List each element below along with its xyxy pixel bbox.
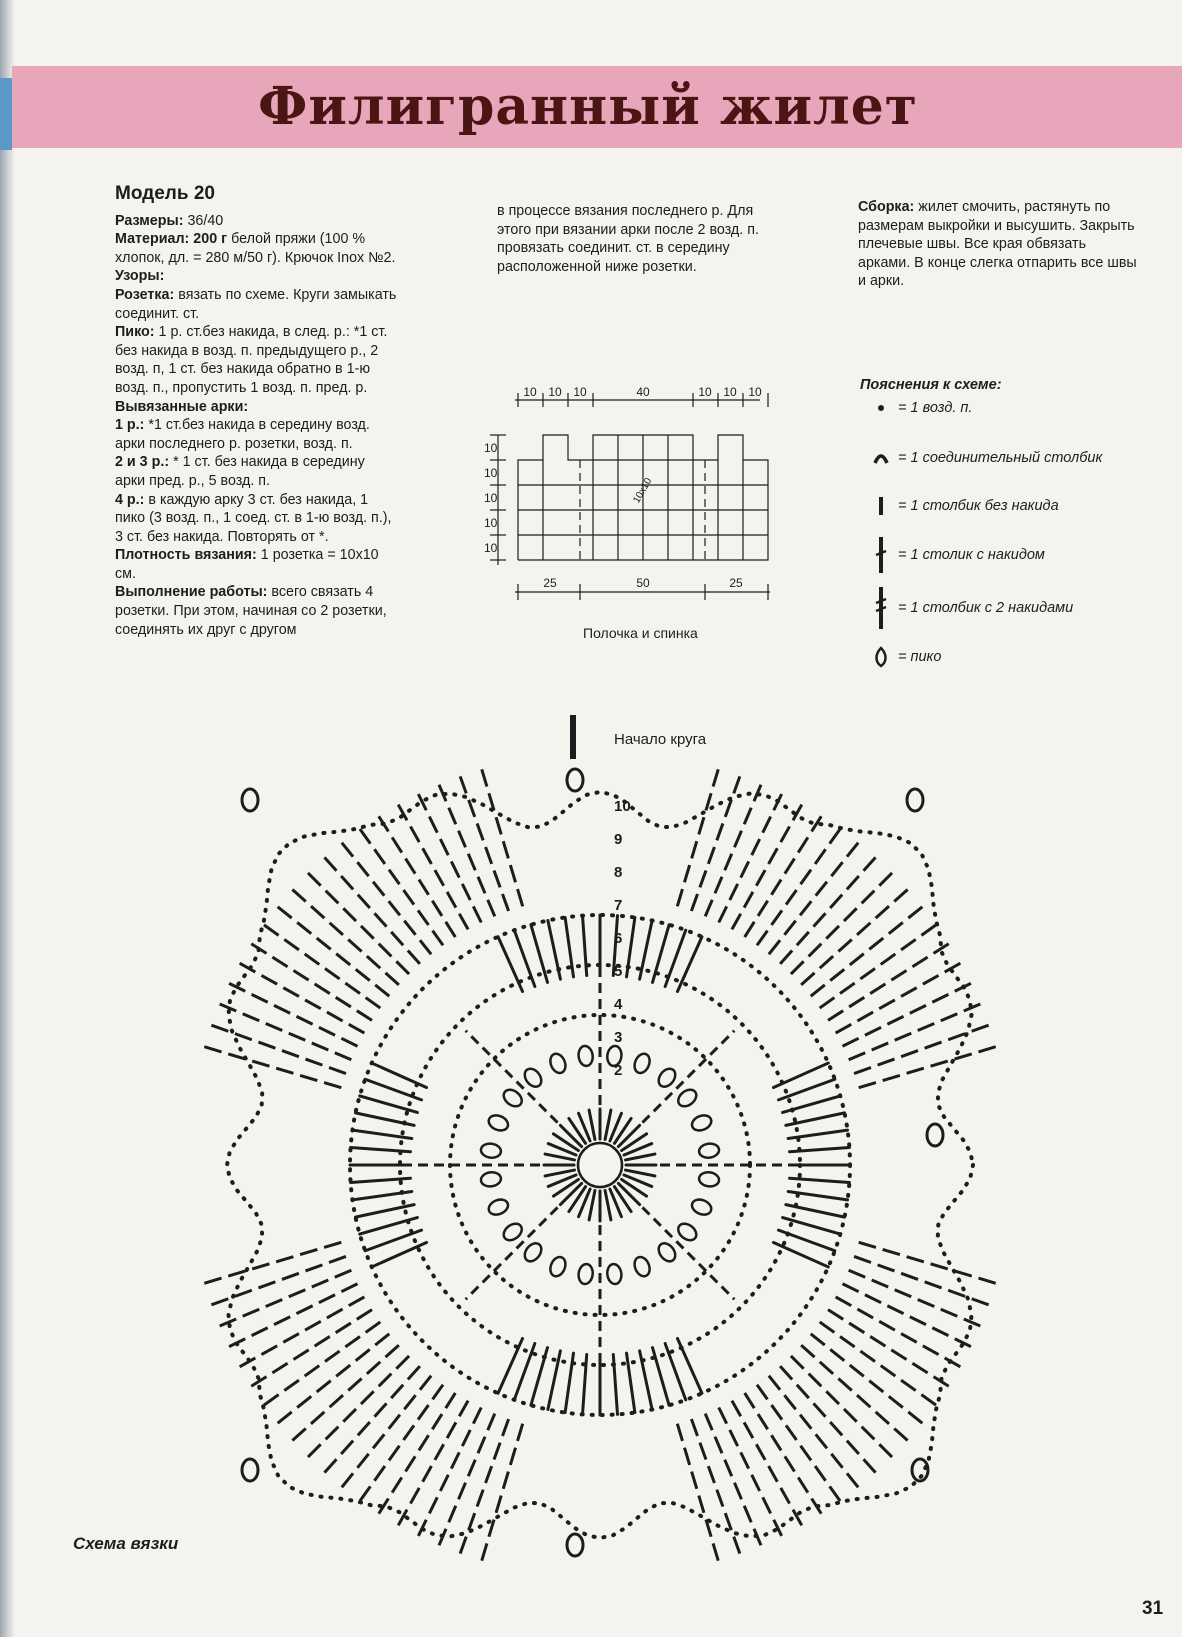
plan-top-dim: 40 — [636, 385, 650, 399]
legend-item — [870, 585, 1073, 631]
row23-text: * 1 ст. без накида в середину арки пред. р., 5 возд. п. — [115, 454, 365, 489]
plan-side-dim: 10 — [484, 491, 498, 505]
chain-dot-icon — [870, 403, 892, 413]
fan-stitch-mark — [480, 1424, 523, 1568]
stitch-mark — [589, 1110, 595, 1139]
picot-mark — [577, 1263, 593, 1285]
fan-stitch-mark — [320, 852, 420, 964]
legend-text: = пико — [898, 649, 942, 665]
picot-mark — [480, 1171, 502, 1187]
plan-side-dim: 10 — [484, 466, 498, 480]
picot-mark — [242, 1459, 258, 1481]
picot-mark — [655, 1066, 678, 1090]
fan-stitch-mark — [303, 1356, 409, 1462]
stitch-mark — [531, 1348, 548, 1406]
fan-stitch-mark — [757, 1385, 844, 1507]
fan-stitch-mark — [769, 837, 863, 954]
legend-item — [870, 646, 941, 668]
assembly-text: жилет смочить, растянуть по размерам выкройки и высушить. Закрыть плечевые швы. Все края обвязать арками. В конце слегка отпарить все швы и арки. — [858, 199, 1137, 290]
fan-stitch-mark — [337, 837, 431, 954]
assembly-label: Сборка: — [858, 199, 915, 215]
stitch-mark — [613, 1355, 617, 1415]
sizes-value: 36/40 — [187, 212, 224, 229]
fan-stitch-mark — [287, 1345, 399, 1445]
row4-label: 4 р.: — [115, 491, 145, 508]
start-of-round-label: Начало круга — [614, 731, 707, 748]
picot-mark — [521, 1066, 544, 1090]
instructions-column-middle — [497, 202, 777, 276]
picot-mark — [567, 1534, 583, 1556]
picot-mark — [242, 789, 258, 811]
picot-mark — [690, 1113, 714, 1134]
round-number-label: 8 — [614, 864, 623, 881]
sizes-label: Размеры: — [115, 212, 184, 229]
fan-stitch-mark — [245, 1310, 372, 1390]
picot-mark — [698, 1142, 720, 1158]
fan-stitch-mark — [198, 1045, 342, 1088]
stitch-mark — [618, 1183, 639, 1204]
fan-stitch-mark — [791, 868, 897, 974]
work-line — [115, 583, 397, 639]
picot-mark — [577, 1045, 593, 1067]
fan-stitch-mark — [198, 1242, 342, 1285]
plan-top-dim: 10 — [723, 385, 737, 399]
density-line — [115, 546, 397, 583]
stitch-mark — [589, 1191, 595, 1220]
fan-stitch-mark — [677, 1424, 720, 1568]
stitch-mark — [627, 917, 635, 976]
legend-item — [870, 400, 972, 416]
page-spine — [0, 0, 14, 1637]
picot-mark — [690, 1197, 714, 1218]
material-line — [115, 230, 397, 267]
plan-top-dim: 10 — [748, 385, 762, 399]
stitch-mark — [790, 1178, 850, 1182]
fan-stitch-mark — [745, 810, 825, 937]
row23-line — [115, 453, 397, 490]
density-label: Плотность вязания: — [115, 547, 257, 564]
stitch-mark — [583, 916, 587, 976]
stitch-mark — [783, 1096, 841, 1113]
picot-mark — [675, 1220, 699, 1243]
round-number-label: 2 — [614, 1062, 623, 1079]
picot-mark — [675, 1086, 699, 1109]
round-number-label: 5 — [614, 963, 623, 980]
legend-item — [870, 450, 1102, 466]
stitch-mark — [618, 1125, 639, 1146]
outer-border — [227, 792, 973, 1538]
picot-mark — [567, 769, 583, 791]
picot-mark — [486, 1113, 510, 1134]
picot-mark — [521, 1240, 544, 1264]
rosette-text: вязать по схеме. Круги замыкать соединит. ст. — [115, 286, 397, 322]
picot-mark — [501, 1086, 525, 1109]
stitch-mark — [605, 1110, 611, 1139]
rosette-label: Розетка: — [115, 286, 175, 303]
fan-stitch-mark — [757, 823, 844, 945]
plan-top-dim: 10 — [548, 385, 562, 399]
picot-text: 1 р. ст.без накида, в след. р.: *1 ст. без накида в возд. п. предыдущего р., 2 возд. п, 1 ст. без накида обратно в 1-ю возд. п., пропустить 1 возд. п. пред. р. — [115, 324, 388, 396]
material-label: Материал: — [115, 231, 190, 248]
picot-mark — [907, 789, 923, 811]
crochet-diagram — [190, 715, 1020, 1595]
legend-text: = 1 столбик с 2 накидами — [898, 600, 1074, 616]
double-crochet-icon — [870, 535, 892, 575]
row4-line — [115, 491, 397, 547]
fan-stitch-mark — [320, 1366, 420, 1478]
instructions-column-right — [858, 198, 1138, 291]
picot-mark — [632, 1051, 653, 1075]
picot-line — [115, 323, 397, 397]
stitch-mark — [626, 1154, 655, 1160]
fan-stitch-mark — [375, 810, 455, 937]
fan-stitch-mark — [811, 1334, 928, 1428]
round-number-label: 6 — [614, 930, 623, 947]
row1-line — [115, 416, 397, 453]
picot-mark — [501, 1220, 525, 1243]
picot-mark — [655, 1240, 678, 1264]
density-text: 1 розетка = 10х10 см. — [115, 547, 379, 582]
stitch-mark — [560, 1125, 581, 1146]
slip-stitch-arc-icon — [870, 451, 892, 465]
picot-mark — [632, 1255, 653, 1279]
plan-top-dim: 10 — [523, 385, 537, 399]
round-number-label: 3 — [614, 1029, 623, 1046]
legend-text: = 1 столбик без накида — [898, 498, 1059, 514]
row1-label: 1 р.: — [115, 417, 145, 434]
fan-stitch-mark — [677, 763, 720, 907]
round-number-label: 9 — [614, 831, 623, 848]
legend-title: Пояснения к схеме: — [860, 377, 1002, 393]
picot-mark — [548, 1051, 569, 1075]
plan-side-dim: 10 — [484, 441, 498, 455]
fan-stitch-mark — [303, 868, 409, 974]
plan-bottom-dim: 25 — [729, 576, 743, 590]
picot-mark — [480, 1142, 502, 1158]
stitch-mark — [360, 1218, 418, 1235]
center-ring — [578, 1143, 622, 1187]
spine-blue-strip — [0, 78, 12, 150]
fan-stitch-mark — [828, 940, 955, 1020]
material-amount: 200 г — [193, 231, 228, 248]
fan-stitch-mark — [745, 1393, 825, 1520]
fan-stitch-mark — [245, 940, 372, 1020]
fan-stitch-mark — [258, 921, 380, 1008]
round-number-label: 4 — [614, 996, 623, 1013]
instructions-column-left — [115, 185, 397, 639]
stitch-mark — [545, 1170, 574, 1176]
patterns-heading: Узоры: — [115, 268, 165, 285]
fan-stitch-mark — [801, 885, 913, 985]
plan-cell-label: 10х10 — [631, 476, 655, 506]
legend-text: = 1 соединительный столбик — [898, 450, 1103, 466]
diagram-caption: Схема вязки — [73, 1534, 179, 1553]
picot-label: Пико: — [115, 324, 155, 341]
fan-stitch-mark — [356, 823, 443, 945]
legend-item — [870, 535, 1045, 575]
garment-plan — [480, 380, 790, 620]
fan-stitch-mark — [769, 1376, 863, 1493]
plan-top-dim: 10 — [573, 385, 587, 399]
legend-text: = 1 столик с накидом — [898, 547, 1045, 563]
fan-stitch-mark — [859, 1045, 1003, 1088]
picot-mark — [606, 1263, 622, 1285]
plan-side-dim: 10 — [484, 516, 498, 530]
fan-stitch-mark — [780, 1366, 880, 1478]
plan-bottom-dim: 25 — [543, 576, 557, 590]
single-crochet-bar-icon — [870, 495, 892, 517]
picot-mark — [698, 1171, 720, 1187]
stitch-mark — [626, 1170, 655, 1176]
page-title: Филигранный жилет — [258, 76, 919, 137]
stitch-mark — [545, 1154, 574, 1160]
work-text: всего связать 4 розетки. При этом, начиная со 2 розетки, соединять их друг с другом — [115, 584, 387, 638]
plan-top-dim: 10 — [698, 385, 712, 399]
picot-mark — [486, 1197, 510, 1218]
fan-stitch-mark — [859, 1242, 1003, 1285]
picot-mark — [548, 1255, 569, 1279]
row23-label: 2 и 3 р.: — [115, 454, 170, 471]
fan-stitch-mark — [258, 1322, 380, 1409]
fan-stitch-mark — [828, 1310, 955, 1390]
work-continuation: в процессе вязания последнего р. Для этого при вязании арки после 2 возд. п. провязать соединит. ст. в середину расположенной ниже розетки. — [497, 203, 759, 275]
legend-item — [870, 495, 1059, 517]
page-number: 31 — [1142, 1598, 1164, 1619]
arches-heading: Вывязанные арки: — [115, 398, 249, 415]
stitch-mark — [351, 1148, 411, 1152]
fan-stitch-mark — [791, 1356, 897, 1462]
fan-stitch-mark — [480, 763, 523, 907]
stitch-mark — [640, 1351, 653, 1410]
stitch-mark — [560, 1183, 581, 1204]
row1-text: *1 ст.без накида в середину возд. арки последнего р. розетки, возд. п. — [115, 417, 370, 452]
stitch-mark — [605, 1191, 611, 1220]
treble-crochet-icon — [870, 585, 892, 631]
stitch-mark — [565, 1353, 573, 1412]
material-text: белой пряжи (100 % хлопок, дл. = 280 м/50 г). Крючок Inox №2. — [115, 231, 396, 266]
fan-stitch-mark — [375, 1393, 455, 1520]
assembly-line — [858, 198, 1138, 291]
model-title: Модель 20 — [115, 183, 215, 204]
picot-mark — [927, 1124, 943, 1146]
stitch-mark — [653, 925, 670, 983]
fan-stitch-mark — [287, 885, 399, 985]
plan-side-dim: 10 — [484, 541, 498, 555]
plan-caption: Полочка и спинка — [583, 625, 698, 641]
fan-stitch-mark — [811, 902, 928, 996]
round-number-label: 10 — [614, 798, 631, 815]
work-label: Выполнение работы: — [115, 584, 268, 601]
fan-stitch-mark — [820, 921, 942, 1008]
row4-text: в каждую арку 3 ст. без накида, 1 пико (3 возд. п., 1 соед. ст. в 1-ю возд. п.), 3 ст. без накида. Повторять от *. — [115, 491, 392, 545]
rosette-line — [115, 286, 397, 323]
round-number-label: 7 — [614, 897, 623, 914]
start-marker-bar — [570, 715, 576, 759]
stitch-mark — [352, 1192, 411, 1200]
fan-stitch-mark — [337, 1376, 431, 1493]
fan-stitch-mark — [356, 1385, 443, 1507]
fan-stitch-mark — [272, 902, 389, 996]
fan-stitch-mark — [801, 1345, 913, 1445]
fan-stitch-mark — [780, 852, 880, 964]
fan-stitch-mark — [820, 1322, 942, 1409]
picot-loop-icon — [870, 646, 892, 668]
plan-bottom-dim: 50 — [636, 576, 650, 590]
legend-text: = 1 возд. п. — [898, 400, 973, 416]
fan-stitch-mark — [272, 1334, 389, 1428]
sizes-line — [115, 212, 397, 231]
